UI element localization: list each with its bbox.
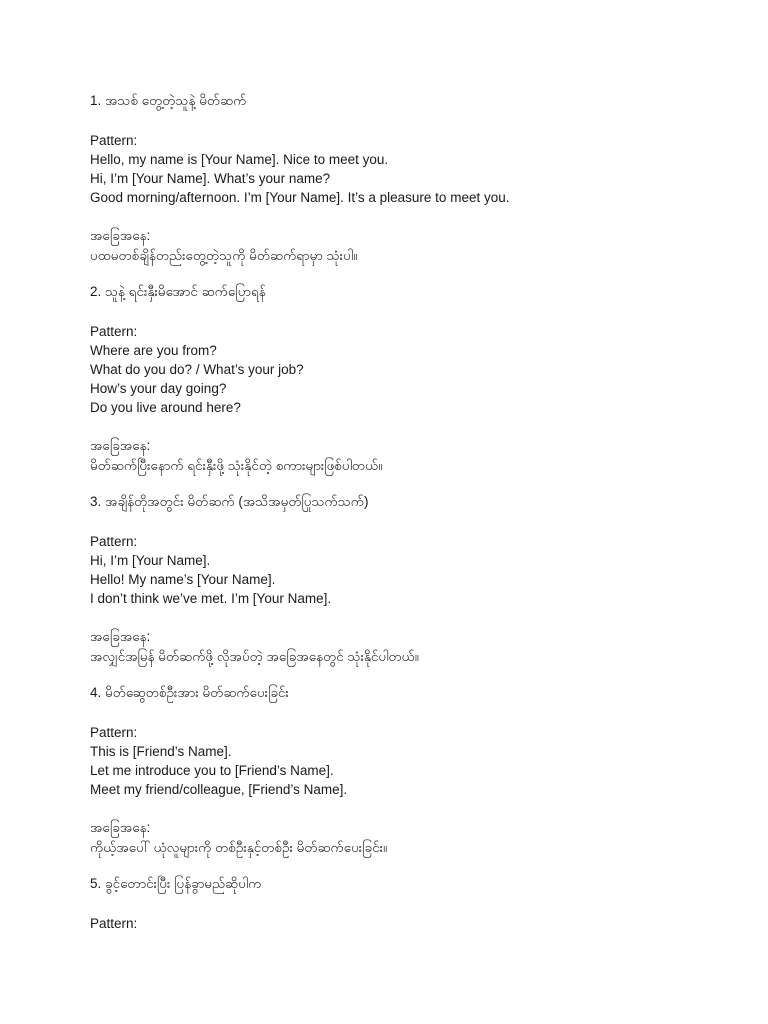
spacer xyxy=(90,266,730,281)
pattern-line: Let me introduce you to [Friend’s Name]. xyxy=(90,763,334,778)
pattern-line: Hi, I’m [Your Name]. What’s your name? xyxy=(90,171,331,186)
section-4 xyxy=(90,682,730,858)
pattern-label: Pattern: xyxy=(90,133,138,148)
context-label: အခြေအနေ: xyxy=(90,629,151,644)
spacer xyxy=(90,799,730,818)
section-title: 5. ခွင့်တောင်းပြီး ပြန်ခွာမည်ဆိုပါက xyxy=(90,876,262,891)
pattern-line: What do you do? / What’s your job? xyxy=(90,362,304,377)
section-1 xyxy=(90,90,730,266)
pattern-line: I don’t think we’ve met. I’m [Your Name]. xyxy=(90,591,332,606)
section-title: 1. အသစ် တွေ့တဲ့သူနဲ့ မိတ်ဆက် xyxy=(90,93,247,108)
spacer xyxy=(90,476,730,491)
section-3 xyxy=(90,491,730,667)
section-title: 3. အချိန်တိုအတွင်း မိတ်ဆက် (အသိအမှတ်ပြုသက်သက်) xyxy=(90,494,369,509)
pattern-line: How’s your day going? xyxy=(90,381,227,396)
section-2 xyxy=(90,281,730,476)
context-label: အခြေအနေ: xyxy=(90,438,151,453)
context-label: အခြေအနေ: xyxy=(90,820,151,835)
pattern-label: Pattern: xyxy=(90,324,138,339)
pattern-line: Hello! My name’s [Your Name]. xyxy=(90,572,276,587)
context-text: ပထမတစ်ချိန်တည်းတွေ့တဲ့သူကို မိတ်ဆက်ရာမှာ သုံးပါ။ xyxy=(90,248,358,263)
section-title: 2. သူနဲ့ ရင်းနှီးမိအောင် ဆက်ပြောရန် xyxy=(90,284,266,299)
pattern-label: Pattern: xyxy=(90,725,138,740)
pattern-line: Where are you from? xyxy=(90,343,217,358)
context-text: ကိုယ့်အပေါ် ယုံလူများကို တစ်ဦးနှင့်တစ်ဦး မိတ်ဆက်ပေးခြင်း။ xyxy=(90,840,388,855)
section-5 xyxy=(90,873,730,933)
section-title: 4. မိတ်ဆွေတစ်ဦးအား မိတ်ဆက်ပေးခြင်း xyxy=(90,685,289,700)
document-page xyxy=(90,90,730,933)
pattern-line: This is [Friend’s Name]. xyxy=(90,744,232,759)
context-label: အခြေအနေ: xyxy=(90,228,151,243)
pattern-line: Hi, I’m [Your Name]. xyxy=(90,553,211,568)
pattern-line: Hello, my name is [Your Name]. Nice to meet you. xyxy=(90,152,389,167)
spacer xyxy=(90,667,730,682)
context-text: အလျှင်အမြန် မိတ်ဆက်ဖို့ လိုအပ်တဲ့ အခြေအနေတွင် သုံးနိုင်ပါတယ်။ xyxy=(90,649,419,664)
pattern-line: Good morning/afternoon. I’m [Your Name]. It’s a pleasure to meet you. xyxy=(90,190,510,205)
spacer xyxy=(90,207,730,226)
pattern-line: Meet my friend/colleague, [Friend’s Name]. xyxy=(90,782,348,797)
context-text: မိတ်ဆက်ပြီးနောက် ရင်းနှီးဖို့ သုံးနိုင်တဲ့ စကားများဖြစ်ပါတယ်။ xyxy=(90,458,383,473)
pattern-label: Pattern: xyxy=(90,534,138,549)
spacer xyxy=(90,608,730,627)
pattern-label: Pattern: xyxy=(90,916,138,931)
spacer xyxy=(90,417,730,436)
spacer xyxy=(90,858,730,873)
pattern-line: Do you live around here? xyxy=(90,400,241,415)
